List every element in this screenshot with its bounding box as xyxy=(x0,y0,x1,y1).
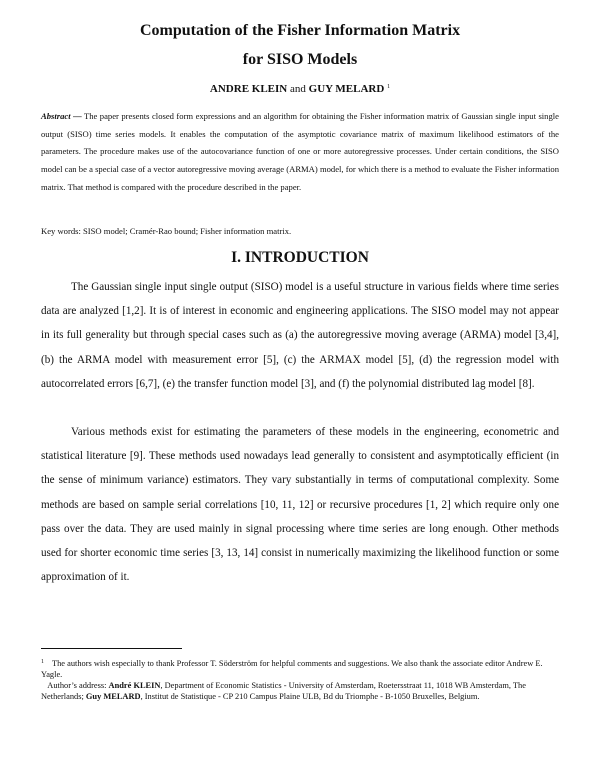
footnote-marker: 1 xyxy=(41,659,44,665)
author-name-1: ANDRE KLEIN xyxy=(209,83,288,95)
footnote-acknowledgement: The authors wish especially to thank Professor T. Söderström for helpful comments and suggestions. We also thank the associate editor Andrew E. Yagle. xyxy=(41,659,543,679)
section-heading: I. INTRODUCTION xyxy=(231,249,369,266)
footnote-divider xyxy=(41,648,182,649)
keywords: Key words: SISO model; Cramér-Rao bound; Fisher information matrix. xyxy=(41,226,292,236)
paragraph-1: The Gaussian single input single output (SISO) model is a useful structure in various fields where time series data are analyzed [1,2]. It is of interest in economic and engineering applications. The SISO model may not appear in its full generality but through special cases such as (a) the autoregressive moving average (ARMA) model [3,4], (b) the ARMA model with measurement error [5], (c) the ARMAX model [5], (d) the regression model with autocorrelated errors [6,7], (e) the transfer function model [3], and (f) the polynomial distributed lag model [8]. xyxy=(41,281,559,390)
abstract-text: The paper presents closed form expressions and an algorithm for obtaining the Fisher information matrix of Gaussian single input single output (SISO) time series models. It enables the computation of the asymptotic covariance matrix of maximum likelihood estimators of the parameters. The procedure makes use of the autocovariance function of one or more autoregressive processes. Under certain conditions, the SISO model can be a special case of a vector autoregressive moving average (ARMA) model, for which there is a method to evaluate the Fisher information matrix. That method is compared with the procedure described in the paper. xyxy=(41,111,559,192)
footnote-author-2: Guy MELARD xyxy=(85,692,141,701)
footnote-address-1: , Department of Economic Statistics - University of Amsterdam, Roetersstraat 11, 1018 WB Amsterdam, The Netherlands; xyxy=(41,681,526,701)
author-name-2: GUY MELARD xyxy=(308,83,385,95)
abstract xyxy=(41,108,559,197)
footnote xyxy=(41,657,559,702)
footnote-address-label: Author’s address: xyxy=(47,681,107,690)
author-footnote-marker: 1 xyxy=(387,84,391,90)
author-conjunction: and xyxy=(290,83,306,95)
paper-title-line-1: Computation of the Fisher Information Matrix xyxy=(139,22,461,39)
abstract-label: Abstract — xyxy=(41,111,82,121)
footnote-address-2: , Institut de Statistique - CP 210 Campus Plaine ULB, Bd du Triomphe - B-1050 Bruxelles, Belgium. xyxy=(140,692,480,701)
paragraph-2: Various methods exist for estimating the parameters of these models in the engineering, econometric and statistical literature [9]. These methods used nowadays lead generally to consistent and asymptotically efficient (in the sense of minimum variance) estimators. They vary substantially in terms of computational complexity. Some methods are based on sample serial correlations [10, 11, 12] or recursive procedures [1, 2] which require only one pass over the data. They are used mainly in signal processing where time series are long enough. Other methods used for shorter economic time series [3, 13, 14] consist in numerically maximizing the likelihood function or some approximation of it. xyxy=(41,426,559,584)
paper-title-line-2: for SISO Models xyxy=(242,51,358,68)
footnote-author-1: André KLEIN xyxy=(108,681,161,690)
author-line xyxy=(0,83,600,95)
